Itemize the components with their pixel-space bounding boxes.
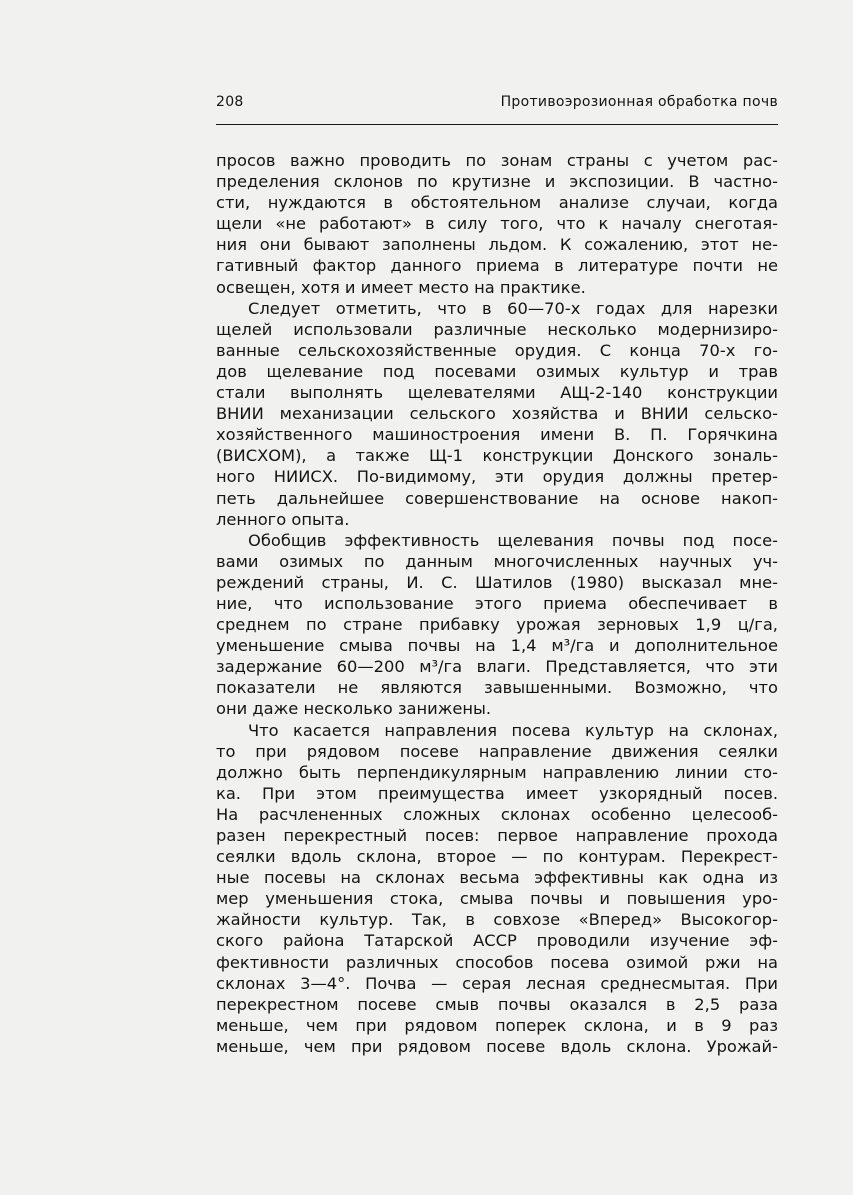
text-line: освещен, хотя и имеет место на практике.: [216, 277, 586, 297]
text-line: ванные сельскохозяйственные орудия. С конца 70-х го-: [216, 340, 778, 360]
text-line: дов щелевание под посевами озимых культур и трав: [216, 361, 778, 381]
paragraph-1: [216, 150, 778, 298]
text-line: склонах 3—4°. Почва — серая лесная среднесмытая. При: [216, 973, 778, 993]
text-line: сти, нуждаются в обстоятельном анализе случаи, когда: [216, 193, 778, 213]
text-line: гативный фактор данного приема в литературе почти не: [216, 256, 778, 276]
text-line: мер уменьшения стока, смыва почвы и повышения уро-: [216, 889, 778, 909]
text-line: уменьшение смыва почвы на 1,4 м³/га и дополнительное: [216, 636, 778, 656]
text-line: вами озимых по данным многочисленных научных уч-: [216, 551, 778, 571]
text-line: ка. При этом преимущества имеет узкорядный посев.: [216, 783, 778, 803]
text-line: то при рядовом посеве направление движения сеялки: [216, 741, 778, 761]
text-line: Что касается направления посева культур на склонах,: [248, 720, 778, 740]
text-line: петь дальнейшее совершенствование на основе накоп-: [216, 488, 778, 508]
text-line: задержание 60—200 м³/га влаги. Представляется, что эти: [216, 657, 778, 677]
text-line: они даже несколько занижены.: [216, 699, 492, 719]
paragraph-3: [216, 530, 778, 720]
text-line: должно быть перпендикулярным направлению линии сто-: [216, 762, 778, 782]
text-line: Обобщив эффективность щелевания почвы под посе-: [248, 530, 778, 550]
text-line: среднем по стране прибавку урожая зерновых 1,9 ц/га,: [216, 615, 778, 635]
text-line: щели «не работают» в силу того, что к началу снеготая-: [216, 214, 778, 234]
text-line: просов важно проводить по зонам страны с учетом рас-: [216, 151, 778, 170]
header-rule: [216, 124, 778, 125]
text-line: ского района Татарской АССР проводили изучение эф-: [216, 931, 778, 951]
text-line: показатели не являются завышенными. Возможно, что: [216, 678, 778, 698]
text-line: На расчлененных сложных склонах особенно целесооб-: [216, 804, 778, 824]
text-line: разен перекрестный посев: первое направление прохода: [216, 826, 778, 845]
text-line: ленного опыта.: [216, 509, 350, 529]
text-line: ВНИИ механизации сельского хозяйства и ВНИИ сельско-: [216, 404, 778, 424]
text-line: Следует отметить, что в 60—70-х годах для нарезки: [248, 298, 778, 318]
text-line: сеялки вдоль склона, второе — по контурам. Перекрест-: [216, 847, 778, 867]
text-line: фективности различных способов посева озимой ржи на: [216, 952, 778, 972]
text-line: стали выполнять щелевателями АЩ-2-140 конструкции: [216, 383, 778, 403]
body-text: [216, 150, 778, 1057]
text-line: щелей использовали различные несколько модернизиро-: [216, 319, 778, 339]
text-line: реждений страны, И. С. Шатилов (1980) высказал мне-: [216, 572, 778, 592]
paragraph-2: [216, 298, 778, 530]
text-line: меньше, чем при рядовом поперек склона, и в 9 раз: [216, 1015, 778, 1035]
paragraph-4: [216, 720, 778, 1058]
text-line: ние, что использование этого приема обеспечивает в: [216, 593, 778, 613]
text-line: (ВИСХОМ), а также Щ-1 конструкции Донского зональ-: [216, 446, 778, 466]
text-line: хозяйственного машиностроения имени В. П. Горячкина: [216, 425, 778, 445]
text-line: меньше, чем при рядовом посеве вдоль склона. Урожай-: [216, 1036, 778, 1056]
text-line: ные посевы на склонах весьма эффективны как одна из: [216, 868, 778, 888]
running-title: Противоэрозионная обработка почв: [500, 94, 778, 110]
text-line: перекрестном посеве смыв почвы оказался в 2,5 раза: [216, 994, 778, 1014]
page-number: 208: [216, 94, 244, 110]
page-header: [216, 94, 778, 116]
text-line: жайности культур. Так, в совхозе «Вперед» Высокогор-: [216, 910, 778, 930]
text-line: ного НИИСХ. По-видимому, эти орудия должны претер-: [216, 467, 778, 487]
text-line: пределения склонов по крутизне и экспозиции. В частно-: [216, 172, 778, 192]
text-line: ния они бывают заполнены льдом. К сожалению, этот не-: [216, 235, 778, 255]
